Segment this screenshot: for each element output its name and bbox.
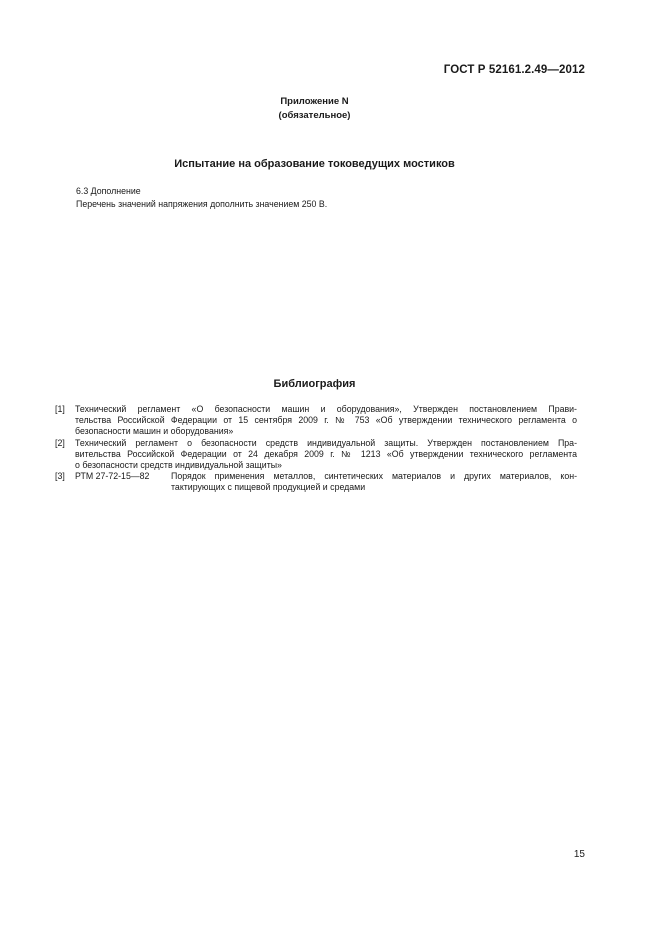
- bibliography-entry-text: [75, 404, 577, 438]
- bibliography-heading: [0, 378, 661, 390]
- clause-text: Перечень значений напряжения дополнить значением 250 В.: [76, 199, 328, 209]
- bibliography-entry-code: РТМ 27-72-15—82: [75, 471, 150, 482]
- bibliography-line: Порядок применения металлов, синтетических материалов и других материалов, кон-: [171, 471, 577, 482]
- bibliography-entry: [55, 471, 577, 493]
- appendix-title-block: [0, 95, 661, 123]
- bibliography-heading-text: Библиография: [273, 378, 356, 390]
- section-heading-text: Испытание на образование токоведущих мостиков: [174, 158, 455, 170]
- bibliography-entry: [55, 438, 577, 472]
- clause-number: 6.3 Дополнение: [76, 186, 141, 196]
- bibliography-line: о безопасности средств индивидуальной защиты»: [75, 460, 282, 471]
- bibliography-entry: [55, 404, 577, 438]
- bibliography-entry-number: [1]: [55, 404, 65, 414]
- bibliography-entry-text: [75, 438, 577, 472]
- bibliography-entry-text: [171, 471, 577, 493]
- bibliography-line: тельства Российской Федерации от 15 сентября 2009 г. № 753 «Об утверждении технического регламента о: [75, 415, 577, 426]
- bibliography-entry-number: [2]: [55, 437, 65, 448]
- bibliography-line: Технический регламент о безопасности средств индивидуальной защиты. Утвержден постановлением Пра-: [75, 437, 577, 448]
- bibliography-line: тактирующих с пищевой продукцией и средами: [171, 482, 366, 493]
- bibliography-line: вительства Российской Федерации от 24 декабря 2009 г. № 1213 «Об утверждении технического регламента: [75, 448, 577, 459]
- bibliography-line: Технический регламент «О безопасности машин и оборудования», Утвержден постановлением Прави-: [75, 404, 577, 414]
- bibliography-list: [55, 404, 577, 494]
- section-heading: [0, 158, 661, 170]
- appendix-title: Приложение N: [280, 96, 349, 107]
- standard-code: ГОСТ Р 52161.2.49—2012: [443, 64, 585, 76]
- page-number: 15: [573, 849, 585, 860]
- bibliography-line: безопасности машин и оборудования»: [75, 426, 234, 437]
- bibliography-entry-number: [3]: [55, 471, 65, 482]
- appendix-status: (обязательное): [278, 110, 351, 121]
